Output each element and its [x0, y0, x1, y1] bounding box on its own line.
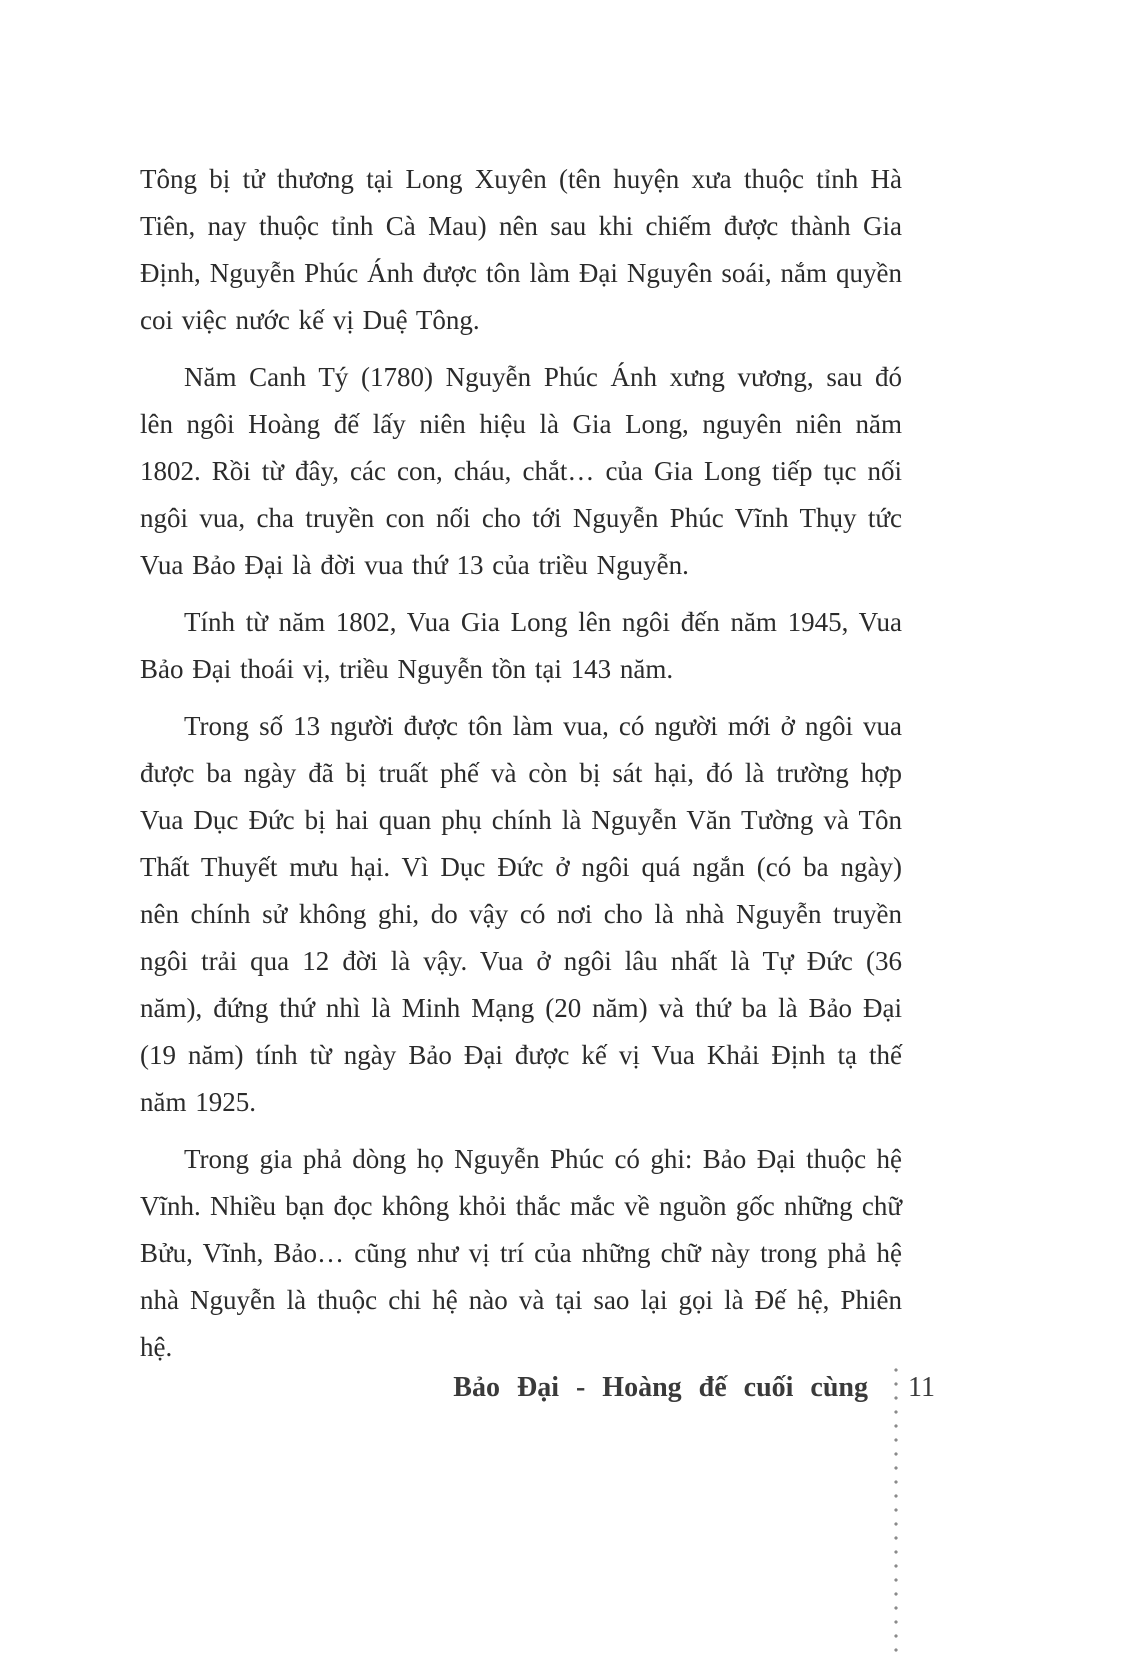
paragraph: Trong gia phả dòng họ Nguyễn Phúc có ghi: Bảo Đại thuộc hệ Vĩnh. Nhiều bạn đọc không khỏi thắc mắc về nguồn gốc những chữ Bửu, Vĩnh, Bảo… cũng như vị trí của những chữ này trong phả hệ nhà Nguyễn là thuộc chi hệ nào và tại sao lại gọi là Đế hệ, Phiên hệ.: [140, 1144, 902, 1362]
running-footer-title: Bảo Đại - Hoàng đế cuối cùng: [453, 1372, 868, 1403]
paragraph: Năm Canh Tý (1780) Nguyễn Phúc Ánh xưng vương, sau đó lên ngôi Hoàng đế lấy niên hiệu là Gia Long, nguyên niên năm 1802. Rồi từ đây, các con, cháu, chắt… của Gia Long tiếp tục nối ngôi vua, cha truyền con nối cho tới Nguyễn Phúc Vĩnh Thụy tức Vua Bảo Đại là đời vua thứ 13 của triều Nguyễn.: [140, 362, 902, 580]
body-text: [140, 156, 902, 1381]
paragraph: Tông bị tử thương tại Long Xuyên (tên huyện xưa thuộc tỉnh Hà Tiên, nay thuộc tỉnh Cà Mau) nên sau khi chiếm được thành Gia Định, Nguyễn Phúc Ánh được tôn làm Đại Nguyên soái, nắm quyền coi việc nước kế vị Duệ Tông.: [140, 164, 902, 335]
page-number: 11: [908, 1372, 935, 1403]
paragraph: Trong số 13 người được tôn làm vua, có người mới ở ngôi vua được ba ngày đã bị truất phế và còn bị sát hại, đó là trường hợp Vua Dục Đức bị hai quan phụ chính là Nguyễn Văn Tường và Tôn Thất Thuyết mưu hại. Vì Dục Đức ở ngôi quá ngắn (có ba ngày) nên chính sử không ghi, do vậy có nơi cho là nhà Nguyễn truyền ngôi trải qua 12 đời là vậy. Vua ở ngôi lâu nhất là Tự Đức (36 năm), đứng thứ nhì là Minh Mạng (20 năm) và thứ ba là Bảo Đại (19 năm) tính từ ngày Bảo Đại được kế vị Vua Khải Định tạ thế năm 1925.: [140, 711, 902, 1117]
paragraph: Tính từ năm 1802, Vua Gia Long lên ngôi đến năm 1945, Vua Bảo Đại thoái vị, triều Nguyễn tồn tại 143 năm.: [140, 607, 902, 684]
footer-dotted-divider: [894, 1368, 898, 1662]
